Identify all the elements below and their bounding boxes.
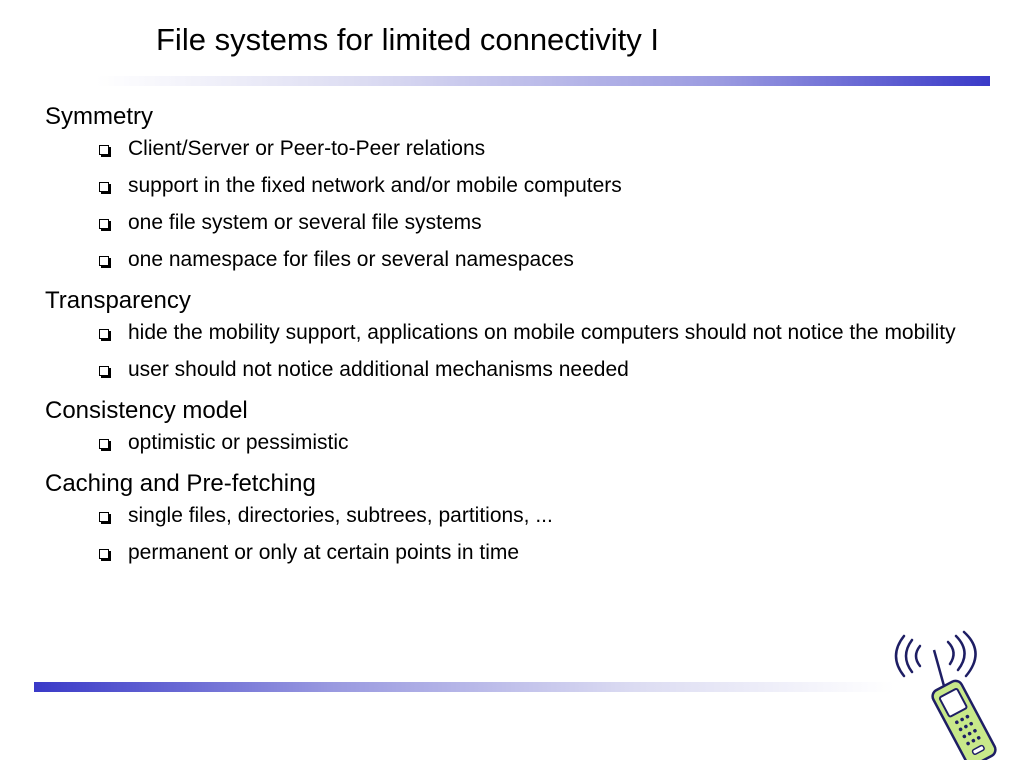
hollow-square-bullet-icon (99, 366, 109, 376)
hollow-square-bullet-icon (99, 329, 109, 339)
phone-body (930, 678, 998, 760)
slide-body (45, 100, 985, 577)
mobile-phone-signal-icon (882, 628, 1004, 760)
bullet-item (128, 245, 985, 275)
hollow-square-bullet-icon (99, 256, 109, 266)
slide-title: File systems for limited connectivity I (156, 22, 660, 57)
section-symmetry (45, 100, 985, 284)
bullet-text: optimistic or pessimistic (128, 431, 349, 454)
section-heading: Caching and Pre-fetching (45, 470, 316, 497)
hollow-square-bullet-icon (99, 439, 109, 449)
phone-body-group (930, 678, 998, 760)
section-heading: Symmetry (45, 103, 153, 130)
hollow-square-bullet-icon (99, 549, 109, 559)
section-heading: Consistency model (45, 397, 248, 424)
section-transparency (45, 284, 985, 394)
bullet-text: one file system or several file systems (128, 211, 482, 234)
footer-gradient-rule (34, 682, 894, 692)
hollow-square-bullet-icon (99, 512, 109, 522)
bullet-text: permanent or only at certain points in time (128, 541, 520, 564)
bullet-text: user should not notice additional mechanisms needed (128, 358, 629, 381)
phone-antenna (934, 650, 944, 686)
bullet-item (128, 428, 985, 458)
hollow-square-bullet-icon (99, 145, 109, 155)
bullet-item (128, 538, 985, 568)
bullet-item (128, 501, 985, 531)
bullet-item (128, 171, 985, 201)
hollow-square-bullet-icon (99, 182, 109, 192)
bullet-list (45, 318, 985, 394)
section-heading: Transparency (45, 287, 191, 314)
bullet-item (128, 134, 985, 164)
bullet-text: support in the fixed network and/or mobile computers (128, 174, 622, 197)
title-underline-gradient (96, 76, 990, 86)
bullet-list (45, 134, 985, 284)
bullet-text: Client/Server or Peer-to-Peer relations (128, 137, 486, 160)
bullet-text: single files, directories, subtrees, partitions, ... (128, 504, 553, 527)
bullet-item (128, 208, 985, 238)
hollow-square-bullet-icon (99, 219, 109, 229)
bullet-text: hide the mobility support, applications on mobile computers should not notice the mobility (128, 321, 956, 344)
bullet-item (128, 355, 985, 385)
bullet-list (45, 428, 985, 467)
section-caching (45, 467, 985, 577)
bullet-list (45, 501, 985, 577)
section-consistency-model (45, 394, 985, 467)
bullet-text: one namespace for files or several namespaces (128, 248, 574, 271)
bullet-item (128, 318, 985, 348)
